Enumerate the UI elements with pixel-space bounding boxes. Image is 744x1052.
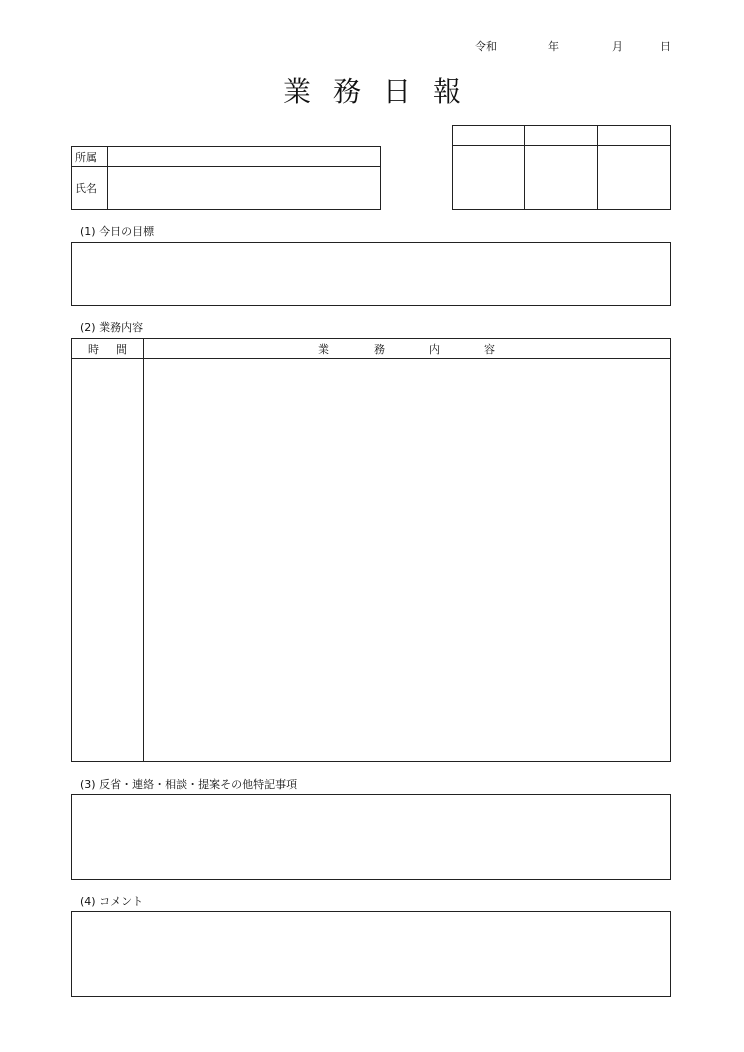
title-char: 報	[433, 75, 462, 108]
day-label: 日	[660, 40, 671, 53]
notes-field[interactable]	[74, 797, 668, 877]
work-time-divider	[143, 338, 144, 762]
work-content-field[interactable]	[146, 361, 668, 759]
work-section-label: (2) 業務内容	[80, 321, 144, 334]
affiliation-label: 所属	[75, 151, 97, 164]
content-header-char: 務	[374, 343, 385, 356]
title-char: 日	[383, 75, 412, 108]
time-header-char: 時	[88, 343, 99, 356]
time-header-char: 間	[116, 343, 127, 356]
info-divider	[71, 166, 381, 167]
page-title	[0, 70, 744, 110]
name-field[interactable]	[110, 169, 378, 208]
stamp-cell-2[interactable]	[527, 147, 596, 208]
stamp-header-divider	[452, 145, 671, 146]
month-label: 月	[612, 40, 623, 53]
content-header-char: 容	[484, 343, 495, 356]
comment-section-label: (4) コメント	[80, 895, 144, 908]
stamp-cell-3[interactable]	[600, 147, 669, 208]
stamp-cell-1[interactable]	[454, 147, 523, 208]
era-label: 令和	[475, 40, 497, 53]
content-header-char: 業	[318, 343, 329, 356]
time-column-field[interactable]	[74, 361, 141, 759]
comment-field[interactable]	[74, 914, 668, 994]
info-label-divider	[107, 146, 108, 210]
work-header-divider	[71, 358, 671, 359]
title-char: 業	[282, 75, 311, 108]
affiliation-field[interactable]	[110, 148, 378, 166]
title-char: 務	[332, 75, 361, 108]
stamp-col-divider	[524, 125, 525, 210]
goal-section-label: (1) 今日の目標	[80, 225, 155, 238]
notes-section-label: (3) 反省・連絡・相談・提案その他特記事項	[80, 778, 298, 791]
goal-field[interactable]	[74, 245, 668, 303]
year-label: 年	[548, 40, 559, 53]
content-header-char: 内	[429, 343, 440, 356]
name-label: 氏名	[75, 182, 97, 195]
stamp-col-divider	[597, 125, 598, 210]
